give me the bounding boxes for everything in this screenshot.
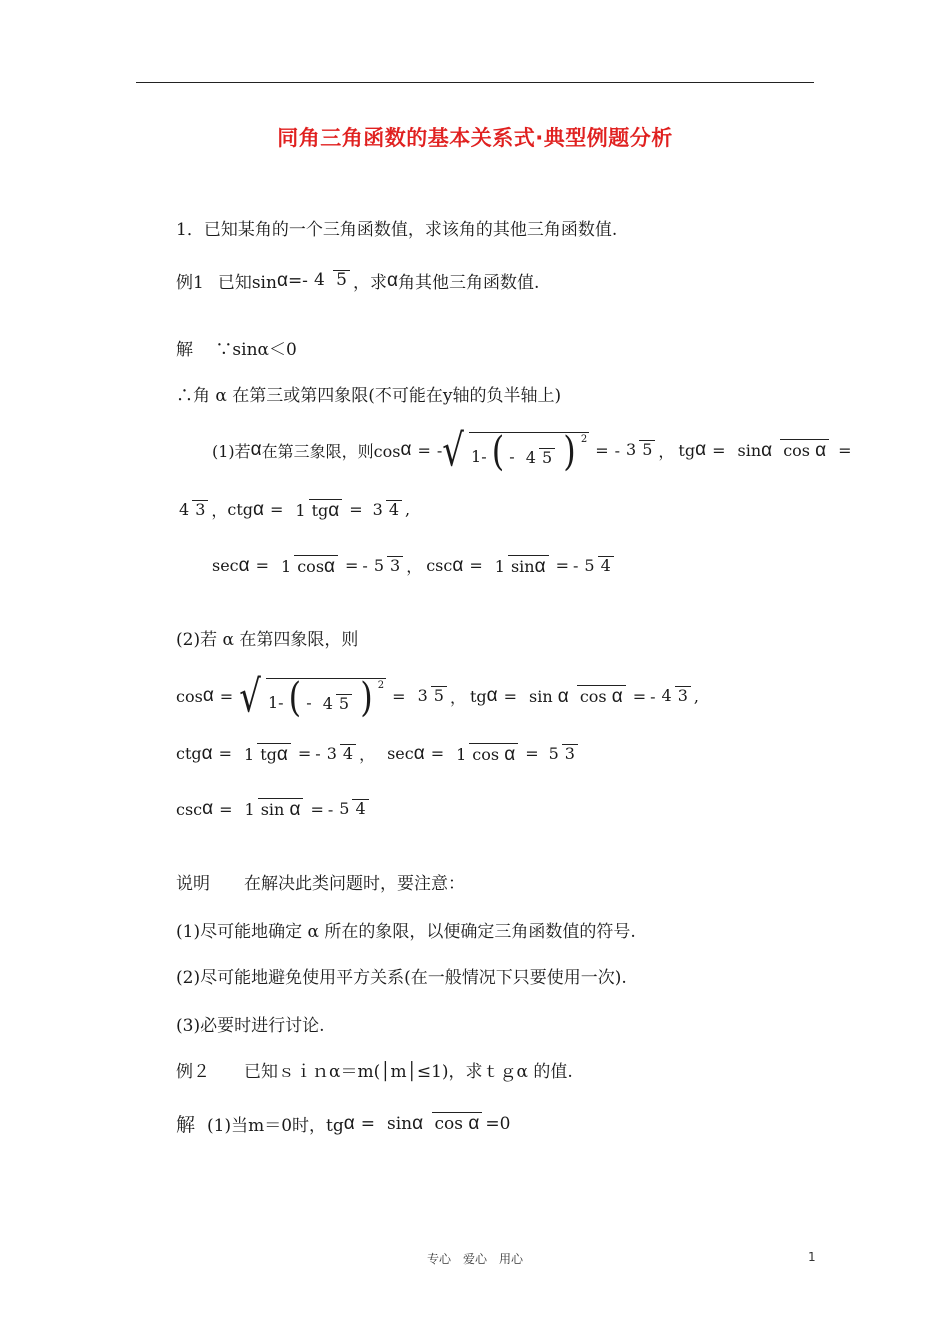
example1-post: ，求 xyxy=(353,273,387,293)
explanation-intro: 说明 在解决此类问题时，要注意： xyxy=(176,874,465,894)
example1-label: 例1 xyxy=(176,273,204,293)
explanation-point-3: (3)必要时进行讨论. xyxy=(176,1016,325,1036)
page-title: 同角三角函数的基本关系式·典型例题分析 xyxy=(277,126,673,150)
case2-heading: (2)若 α 在第四象限，则 xyxy=(176,630,359,650)
example2-statement: 例２ 已知ｓｉｎα＝m(│m│≤1)，求ｔｇα 的值. xyxy=(176,1062,573,1082)
page-number: 1 xyxy=(808,1250,816,1264)
case1-sec-csc: sec α = 1 cosα = - 5 3 ， csc α = 1 sinα = - 5 4 xyxy=(212,554,617,577)
alpha-symbol: α xyxy=(276,269,288,291)
square-root: √ 1- ( - 4 5 ) $^2$ xyxy=(239,671,385,723)
header-rule xyxy=(136,82,814,83)
explanation-point-2: (2)尽可能地避免使用平方关系(在一般情况下只要使用一次). xyxy=(176,968,627,988)
solution-label: 解 xyxy=(176,1114,196,1136)
solution-line-2: ∴角 α 在第三或第四象限(不可能在y轴的负半轴上) xyxy=(176,386,562,406)
case1-ctg: 4 3 ， ctg α = 1 tgα = 3 4 , xyxy=(179,498,411,521)
solution-line-1: 解 ∵sinα＜0 xyxy=(176,340,297,360)
section-heading: 1．已知某角的一个三角函数值，求该角的其他三角函数值. xyxy=(176,220,618,240)
example2-solution: 解 (1)当m＝0时，tg α = sinα cos α =0 xyxy=(176,1110,510,1137)
fraction: 4 5 xyxy=(311,270,350,291)
footer-center: 专心 爱心 用心 xyxy=(426,1252,523,1266)
explanation-point-1: (1)尽可能地确定 α 所在的象限，以便确定三角函数值的符号. xyxy=(176,922,636,942)
square-root: √ 1- ( - 4 5 ) $^2$ xyxy=(442,425,588,477)
case2-csc: csc α = 1 sin α = - 5 4 xyxy=(176,798,372,820)
case2-cos-tg: cos α = √ 1- ( - 4 5 ) $^2$ = 3 5 ， tg α = sin α cos α = - 4 3 , xyxy=(176,671,699,723)
case1-formula: (1)若 α 在第三象限，则cos α = - √ 1- ( - 4 5 ) $^2$ = - 3 5 ， tg α = sinα cos α = xyxy=(212,425,852,477)
example1-pre: 已知sin xyxy=(217,273,277,293)
case2-ctg-sec: ctg α = 1 tgα = - 3 4 ， sec α = 1 cos α = 5 3 xyxy=(176,742,581,765)
example1-eq: =- xyxy=(287,270,308,291)
example1-statement: 例1 已知sin α =- 4 5 ，求 α 角其他三角函数值. xyxy=(176,269,540,293)
